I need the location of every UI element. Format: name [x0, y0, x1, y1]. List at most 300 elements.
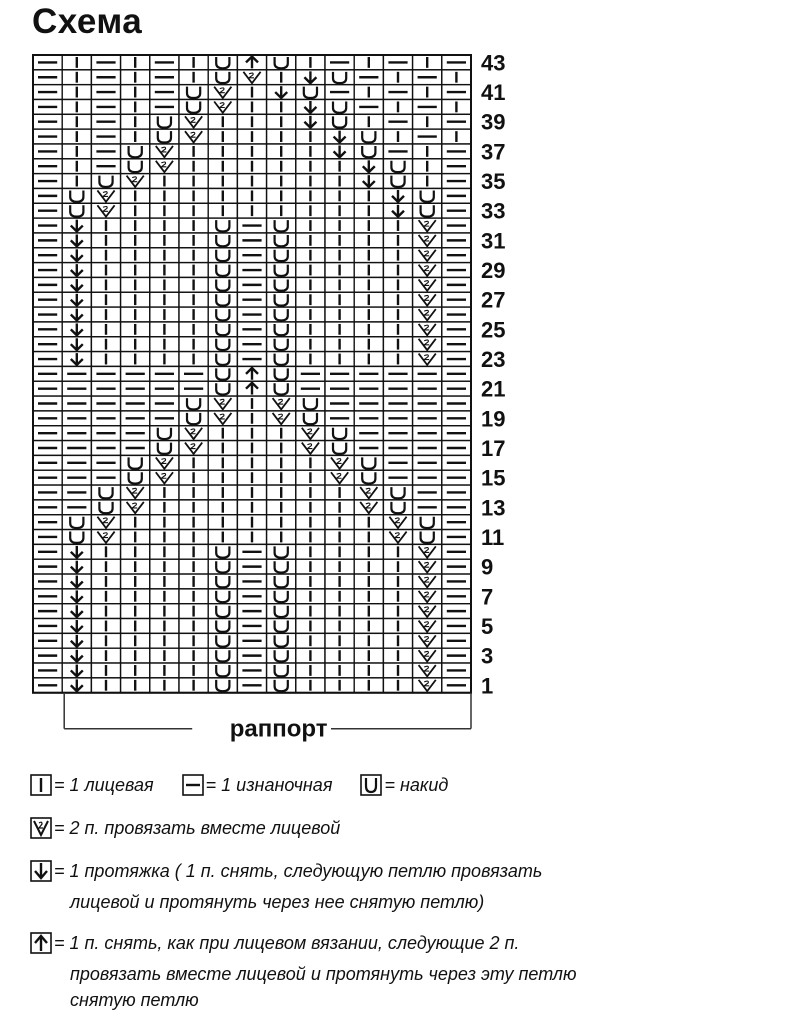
knit-stitch-cell [267, 99, 296, 114]
legend-line-3 [30, 858, 542, 915]
k2tog-stitch-cell [121, 500, 150, 515]
knit-stitch-cell [91, 263, 120, 278]
knit-stitch-cell [325, 633, 354, 648]
k2tog-stitch-cell [150, 159, 179, 174]
down-arrow-stitch-cell [62, 248, 91, 263]
purl-stitch-cell [33, 218, 62, 233]
k2tog-stitch-cell [413, 322, 442, 337]
chart-row [33, 70, 471, 85]
knit-stitch-cell [267, 203, 296, 218]
down-arrow-stitch-cell [62, 307, 91, 322]
down-arrow-stitch-cell [62, 352, 91, 367]
k2tog-stitch-cell [413, 277, 442, 292]
yarn-over-cell [267, 322, 296, 337]
purl-stitch-cell [413, 129, 442, 144]
purl-stitch-cell [33, 263, 62, 278]
purl-stitch-cell [237, 218, 266, 233]
yarn-over-cell [413, 530, 442, 545]
knit-stitch-cell [150, 277, 179, 292]
purl-stitch-cell [442, 648, 471, 663]
purl-stitch-cell [150, 55, 179, 70]
knit-stitch-cell [383, 678, 412, 693]
yarn-over-cell [91, 174, 120, 189]
knit-stitch-cell [208, 485, 237, 500]
up-arrow-stitch-cell [237, 381, 266, 396]
down-arrow-stitch-cell [354, 174, 383, 189]
knit-stitch-cell [267, 470, 296, 485]
knit-stitch-cell [325, 574, 354, 589]
down-arrow-stitch-cell [62, 322, 91, 337]
knit-stitch-cell [325, 678, 354, 693]
down-arrow-stitch-cell [62, 678, 91, 693]
knit-stitch-cell [354, 218, 383, 233]
purl-stitch-cell [442, 604, 471, 619]
purl-stitch-cell [33, 55, 62, 70]
yarn-over-cell [208, 70, 237, 85]
knit-stitch-cell [150, 633, 179, 648]
purl-stitch-cell [91, 85, 120, 100]
knit-stitch-cell [325, 307, 354, 322]
chart-row [33, 485, 471, 500]
chart-row [33, 248, 471, 263]
yarn-over-cell [208, 248, 237, 263]
purl-stitch-cell [33, 455, 62, 470]
purl-stitch-cell [91, 396, 120, 411]
k2tog-stitch-cell [413, 352, 442, 367]
purl-stitch-cell [383, 366, 412, 381]
knit-stitch-cell [325, 500, 354, 515]
yarn-over-cell [208, 589, 237, 604]
yarn-over-cell [208, 619, 237, 634]
purl-stitch-cell [354, 381, 383, 396]
knit-stitch-icon [30, 774, 52, 803]
yarn-over-cell [325, 99, 354, 114]
yarn-over-cell [325, 70, 354, 85]
yarn-over-cell [91, 485, 120, 500]
knit-stitch-cell [296, 455, 325, 470]
knit-stitch-cell [296, 174, 325, 189]
chart-row [33, 188, 471, 203]
knit-stitch-cell [267, 530, 296, 545]
knit-stitch-cell [121, 55, 150, 70]
legend-psso-text-2: лицевой и протянуть через нее снятую петлю) [70, 892, 485, 912]
knit-stitch-cell [383, 322, 412, 337]
knit-stitch-cell [296, 589, 325, 604]
purl-stitch-cell [62, 441, 91, 456]
knit-stitch-cell [179, 455, 208, 470]
k2tog-stitch-cell [208, 85, 237, 100]
purl-stitch-cell [33, 248, 62, 263]
knit-stitch-cell [179, 619, 208, 634]
knit-stitch-cell [91, 574, 120, 589]
purl-stitch-cell [354, 441, 383, 456]
purl-stitch-cell [442, 233, 471, 248]
purl-stitch-cell [121, 426, 150, 441]
knit-stitch-cell [237, 129, 266, 144]
purl-stitch-cell [33, 574, 62, 589]
knit-stitch-cell [296, 500, 325, 515]
purl-stitch-cell [442, 174, 471, 189]
purl-stitch-cell [413, 396, 442, 411]
knit-stitch-cell [383, 544, 412, 559]
purl-stitch-icon [182, 774, 204, 803]
purl-stitch-cell [33, 159, 62, 174]
knit-stitch-cell [325, 559, 354, 574]
up-arrow-stitch-cell [237, 55, 266, 70]
purl-stitch-cell [237, 574, 266, 589]
purl-stitch-cell [442, 411, 471, 426]
down-arrow-stitch-cell [62, 292, 91, 307]
knit-stitch-cell [121, 277, 150, 292]
knit-stitch-cell [208, 144, 237, 159]
purl-stitch-cell [383, 411, 412, 426]
purl-stitch-cell [442, 337, 471, 352]
purl-stitch-cell [442, 589, 471, 604]
knit-stitch-cell [296, 619, 325, 634]
row-number: 9 [481, 554, 494, 580]
knit-stitch-cell [383, 337, 412, 352]
purl-stitch-cell [442, 263, 471, 278]
knit-stitch-cell [354, 574, 383, 589]
chart-row [33, 307, 471, 322]
yarn-over-cell [383, 159, 412, 174]
knit-stitch-cell [237, 530, 266, 545]
down-arrow-stitch-cell [62, 337, 91, 352]
knit-stitch-cell [325, 188, 354, 203]
yarn-over-cell [267, 307, 296, 322]
row-number: 39 [481, 109, 506, 135]
purl-stitch-cell [121, 396, 150, 411]
k2tog-stitch-cell [91, 530, 120, 545]
yarn-over-cell [208, 678, 237, 693]
knit-stitch-cell [296, 515, 325, 530]
knit-stitch-cell [383, 263, 412, 278]
purl-stitch-cell [325, 381, 354, 396]
down-arrow-stitch-cell [62, 619, 91, 634]
knit-stitch-cell [150, 485, 179, 500]
knit-stitch-cell [354, 188, 383, 203]
chart-row [33, 633, 471, 648]
knit-stitch-cell [121, 114, 150, 129]
knit-stitch-cell [91, 678, 120, 693]
up-arrow-stitch-cell [237, 366, 266, 381]
purl-stitch-cell [237, 307, 266, 322]
row-number: 17 [481, 435, 506, 461]
knit-stitch-cell [296, 129, 325, 144]
chart-row [33, 470, 471, 485]
down-arrow-stitch-cell [62, 574, 91, 589]
purl-stitch-cell [442, 396, 471, 411]
knit-stitch-cell [267, 441, 296, 456]
row-number: 43 [481, 50, 506, 76]
up-arrow-icon [30, 932, 52, 961]
knit-stitch-cell [179, 292, 208, 307]
purl-stitch-cell [413, 500, 442, 515]
legend-s2kp-text-3: снятую петлю [70, 990, 199, 1010]
purl-stitch-cell [150, 411, 179, 426]
knit-stitch-cell [150, 530, 179, 545]
purl-stitch-cell [237, 648, 266, 663]
knit-stitch-cell [91, 648, 120, 663]
k2tog-stitch-cell [267, 411, 296, 426]
knit-stitch-cell [325, 485, 354, 500]
knit-stitch-cell [354, 678, 383, 693]
knit-stitch-cell [62, 129, 91, 144]
purl-stitch-cell [383, 426, 412, 441]
purl-stitch-cell [33, 530, 62, 545]
knit-stitch-cell [208, 203, 237, 218]
down-arrow-stitch-cell [325, 129, 354, 144]
purl-stitch-cell [121, 441, 150, 456]
k2tog-stitch-cell [296, 441, 325, 456]
yarn-over-cell [208, 218, 237, 233]
purl-stitch-cell [91, 159, 120, 174]
knit-stitch-cell [62, 114, 91, 129]
knit-stitch-cell [325, 248, 354, 263]
yarn-over-cell [383, 174, 412, 189]
knit-stitch-cell [179, 530, 208, 545]
k2tog-stitch-cell [413, 648, 442, 663]
knit-stitch-cell [179, 500, 208, 515]
knit-stitch-cell [150, 174, 179, 189]
k2tog-stitch-cell [208, 99, 237, 114]
k2tog-stitch-cell [91, 188, 120, 203]
chart-row [33, 500, 471, 515]
yarn-over-cell [267, 277, 296, 292]
knit-stitch-cell [91, 352, 120, 367]
down-arrow-stitch-cell [296, 114, 325, 129]
purl-stitch-cell [442, 366, 471, 381]
knit-stitch-cell [179, 203, 208, 218]
knit-stitch-cell [237, 188, 266, 203]
knit-stitch-cell [208, 129, 237, 144]
page-title: Схема [32, 2, 143, 41]
purl-stitch-cell [33, 337, 62, 352]
k2tog-stitch-cell [413, 574, 442, 589]
purl-stitch-cell [33, 485, 62, 500]
k2tog-stitch-cell [413, 263, 442, 278]
yarn-over-cell [296, 85, 325, 100]
k2tog-stitch-cell [413, 619, 442, 634]
knit-stitch-cell [325, 174, 354, 189]
knit-stitch-cell [150, 218, 179, 233]
k2tog-stitch-cell [150, 455, 179, 470]
knit-stitch-cell [150, 337, 179, 352]
purl-stitch-cell [62, 455, 91, 470]
yarn-over-cell [208, 233, 237, 248]
knit-stitch-cell [325, 515, 354, 530]
chart-row [33, 55, 471, 70]
chart-row [33, 678, 471, 693]
purl-stitch-cell [237, 322, 266, 337]
purl-stitch-cell [237, 277, 266, 292]
yarn-over-icon [360, 774, 382, 803]
chart-row [33, 277, 471, 292]
chart-row [33, 114, 471, 129]
knit-stitch-cell [296, 322, 325, 337]
chart-row [33, 263, 471, 278]
knit-stitch-cell [62, 99, 91, 114]
purl-stitch-cell [354, 411, 383, 426]
yarn-over-cell [62, 515, 91, 530]
yarn-over-cell [267, 589, 296, 604]
yarn-over-cell [413, 188, 442, 203]
knit-stitch-cell [150, 604, 179, 619]
knit-stitch-cell [237, 470, 266, 485]
knit-stitch-cell [442, 129, 471, 144]
purl-stitch-cell [237, 263, 266, 278]
purl-stitch-cell [442, 159, 471, 174]
purl-stitch-cell [354, 396, 383, 411]
knit-stitch-cell [325, 648, 354, 663]
knit-stitch-cell [413, 55, 442, 70]
knit-stitch-cell [383, 307, 412, 322]
knit-stitch-cell [179, 574, 208, 589]
k2tog-stitch-cell [267, 396, 296, 411]
knit-stitch-cell [413, 159, 442, 174]
purl-stitch-cell [325, 55, 354, 70]
purl-stitch-cell [442, 470, 471, 485]
knit-stitch-cell [179, 648, 208, 663]
chart-row [33, 574, 471, 589]
yarn-over-cell [121, 144, 150, 159]
yarn-over-cell [208, 544, 237, 559]
purl-stitch-cell [33, 619, 62, 634]
knit-stitch-cell [121, 85, 150, 100]
k2tog-stitch-cell [413, 678, 442, 693]
purl-stitch-cell [413, 366, 442, 381]
knit-stitch-cell [296, 352, 325, 367]
purl-stitch-cell [33, 544, 62, 559]
knit-stitch-cell [237, 144, 266, 159]
purl-stitch-cell [325, 396, 354, 411]
purl-stitch-cell [62, 470, 91, 485]
purl-stitch-cell [150, 396, 179, 411]
knit-stitch-cell [296, 248, 325, 263]
knit-stitch-cell [267, 426, 296, 441]
knit-stitch-cell [383, 292, 412, 307]
knit-stitch-cell [208, 426, 237, 441]
chart-row [33, 619, 471, 634]
purl-stitch-cell [91, 411, 120, 426]
k2tog-stitch-cell [179, 129, 208, 144]
knit-stitch-cell [237, 500, 266, 515]
purl-stitch-cell [237, 544, 266, 559]
yarn-over-cell [383, 500, 412, 515]
knit-stitch-cell [91, 277, 120, 292]
knit-stitch-cell [150, 589, 179, 604]
knit-stitch-cell [121, 633, 150, 648]
purl-stitch-cell [62, 381, 91, 396]
knit-stitch-cell [354, 263, 383, 278]
knit-stitch-cell [325, 337, 354, 352]
yarn-over-cell [208, 633, 237, 648]
yarn-over-cell [208, 559, 237, 574]
purl-stitch-cell [91, 426, 120, 441]
purl-stitch-cell [121, 411, 150, 426]
knit-stitch-cell [179, 515, 208, 530]
k2tog-stitch-cell [296, 426, 325, 441]
down-arrow-stitch-cell [383, 203, 412, 218]
row-number: 15 [481, 465, 506, 491]
legend-psso-text-1: = 1 протяжка ( 1 п. снять, следующую петлю провязать [54, 861, 543, 881]
knit-stitch-cell [150, 233, 179, 248]
down-arrow-stitch-cell [325, 144, 354, 159]
purl-stitch-cell [33, 648, 62, 663]
yarn-over-cell [208, 604, 237, 619]
knit-stitch-cell [296, 604, 325, 619]
knit-stitch-cell [150, 292, 179, 307]
knit-stitch-cell [267, 159, 296, 174]
purl-stitch-cell [62, 366, 91, 381]
knit-stitch-cell [383, 277, 412, 292]
knit-stitch-cell [121, 292, 150, 307]
purl-stitch-cell [442, 55, 471, 70]
knit-stitch-cell [325, 663, 354, 678]
yarn-over-cell [325, 114, 354, 129]
knit-stitch-cell [383, 129, 412, 144]
knit-stitch-cell [296, 55, 325, 70]
purl-stitch-cell [237, 678, 266, 693]
purl-stitch-cell [33, 99, 62, 114]
down-arrow-stitch-cell [62, 218, 91, 233]
knit-stitch-cell [121, 218, 150, 233]
purl-stitch-cell [354, 366, 383, 381]
purl-stitch-cell [442, 144, 471, 159]
purl-stitch-cell [91, 470, 120, 485]
purl-stitch-cell [442, 441, 471, 456]
purl-stitch-cell [237, 559, 266, 574]
row-number: 21 [481, 376, 506, 402]
legend-s2kp-text-2: провязать вместе лицевой и протянуть через эту петлю [70, 964, 577, 984]
knit-stitch-cell [179, 159, 208, 174]
chart-row [33, 589, 471, 604]
row-number: 5 [481, 613, 494, 639]
knit-stitch-cell [179, 233, 208, 248]
k2tog-stitch-cell [413, 559, 442, 574]
knit-stitch-cell [296, 648, 325, 663]
chart-row [33, 366, 471, 381]
knit-stitch-cell [237, 455, 266, 470]
yarn-over-cell [179, 85, 208, 100]
knit-stitch-cell [91, 307, 120, 322]
purl-stitch-cell [33, 366, 62, 381]
down-arrow-stitch-cell [62, 233, 91, 248]
knit-stitch-cell [91, 633, 120, 648]
yarn-over-cell [296, 396, 325, 411]
purl-stitch-cell [237, 292, 266, 307]
chart-row [33, 337, 471, 352]
purl-stitch-cell [442, 292, 471, 307]
k2tog-stitch-cell [354, 485, 383, 500]
yarn-over-cell [267, 559, 296, 574]
knit-stitch-cell [91, 218, 120, 233]
knit-stitch-cell [208, 114, 237, 129]
knit-stitch-cell [179, 485, 208, 500]
chart-row [33, 99, 471, 114]
purl-stitch-cell [442, 114, 471, 129]
knit-stitch-cell [296, 144, 325, 159]
legend-knit-text: = 1 лицевая [54, 775, 154, 795]
chart-row [33, 426, 471, 441]
knit-stitch-cell [296, 574, 325, 589]
purl-stitch-cell [33, 70, 62, 85]
purl-stitch-cell [383, 144, 412, 159]
down-arrow-stitch-cell [383, 188, 412, 203]
k2tog-stitch-cell [383, 515, 412, 530]
knit-stitch-cell [325, 292, 354, 307]
knit-stitch-cell [413, 114, 442, 129]
